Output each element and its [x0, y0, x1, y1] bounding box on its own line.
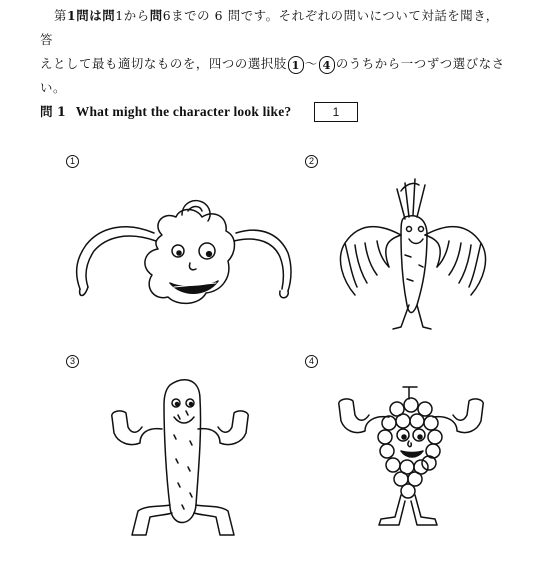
- option-3[interactable]: [66, 355, 296, 545]
- instr-line2-b: のうちから一つずつ選びなさ: [335, 56, 505, 71]
- choice-circle-4: 4: [319, 56, 335, 74]
- option-1[interactable]: [66, 155, 296, 345]
- instr-from: から: [123, 8, 150, 23]
- option-number-2: 2: [305, 155, 318, 168]
- answer-box[interactable]: 1: [314, 102, 358, 122]
- instr-part-prefix: 第: [54, 8, 67, 23]
- instr-rest: までの 6 問です。それぞれの問いについて対話を聞き，答: [40, 8, 499, 47]
- option-number-1: 1: [66, 155, 79, 168]
- instr-q-label-b: 問: [149, 8, 163, 23]
- winged-carrot-illustration: [305, 155, 495, 345]
- blob-character-illustration: [66, 155, 296, 345]
- choice-circle-1: 1: [288, 56, 304, 74]
- instruction-line-2: [40, 52, 510, 76]
- instr-part-suffix: 問は: [76, 8, 103, 23]
- question-label: 問 1: [40, 104, 66, 119]
- option-2[interactable]: [305, 155, 495, 345]
- instr-line2-a: えとして最も適切なものを，四つの選択肢: [40, 56, 287, 71]
- instr-q-num-a: 1: [115, 8, 124, 23]
- instructions: [40, 4, 510, 100]
- instr-q-num-b: 6: [162, 8, 172, 23]
- cucumber-character-illustration: [66, 355, 296, 545]
- option-number-3: 3: [66, 355, 79, 368]
- grapes-character-illustration: [305, 355, 495, 545]
- instruction-line-1: [40, 4, 510, 52]
- option-number-4: 4: [305, 355, 318, 368]
- instr-part-number: 1: [67, 8, 77, 23]
- question-text: What might the character look like?: [75, 104, 292, 119]
- option-4[interactable]: [305, 355, 495, 545]
- instruction-line-3: い。: [40, 80, 66, 95]
- instr-tilde: ～: [304, 56, 318, 71]
- question-line: [40, 102, 291, 122]
- instr-q-label-a: 問: [102, 8, 116, 23]
